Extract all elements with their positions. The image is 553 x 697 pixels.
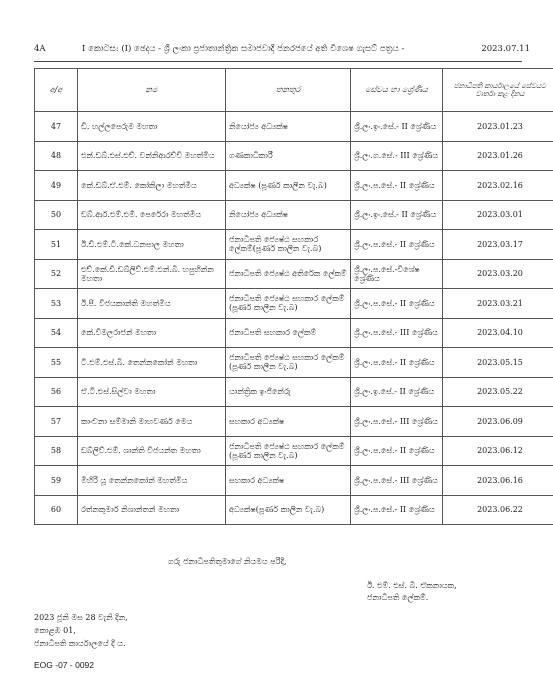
cell-name: එච්.කේ.ඩී.ඩබ්ලිව්.එම්.එන්.බී. හපුහින්න මහතා <box>78 259 226 289</box>
cell-name: ඒ.ටී.එස්.සිල්වා මහතා <box>78 377 226 407</box>
table-row <box>35 377 553 407</box>
cell-position: සහකාර අධ්‍යක්ෂ <box>226 407 351 437</box>
cell-number: 49 <box>35 171 78 201</box>
signature-block <box>367 580 457 603</box>
column-header-service: සේවය හා ශ්‍රේණිය <box>351 69 443 112</box>
column-header-name: නම <box>78 69 226 112</box>
issue-city: කොළඹ 01, <box>34 625 76 635</box>
cell-date: 2023.05.15 <box>443 348 553 378</box>
cell-number: 57 <box>35 407 78 437</box>
cell-name: ටී.එම්.එස්.බී. තෙන්නකෝන් මහතා <box>78 348 226 378</box>
cell-name: කේ.ඩබ්.ඒ.එම්. කෝකිලා මහත්මිය <box>78 171 226 201</box>
cell-number: 51 <box>35 230 78 260</box>
table-row <box>35 466 553 496</box>
gazette-date: 2023.07.11 <box>481 44 530 54</box>
cell-date: 2023.03.01 <box>443 200 553 230</box>
table-header-row <box>35 69 553 112</box>
cell-number: 60 <box>35 495 78 525</box>
command-line: ගරු ජනාධිපතිතුමාගේ නියමය පරිදි, <box>168 557 287 566</box>
cell-service: ශ්‍රී.ලං.ප.සේ.- III ශ්‍රේණිය <box>351 466 443 496</box>
cell-name: ඊ.ඩී.එම්.ටී.කේ.ධනපාල මහතා <box>78 230 226 260</box>
table-row <box>35 436 553 466</box>
table-row <box>35 141 553 171</box>
cell-service: ශ්‍රී.ලං.ඉං.සේ.- II ශ්‍රේණිය <box>351 112 443 142</box>
issue-office: ජනාධිපති කාර්යාලයේ දී ය. <box>34 638 126 648</box>
cell-service: ශ්‍රී.ලං.ප.සේ.- II ශ්‍රේණිය <box>351 171 443 201</box>
cell-date: 2023.02.16 <box>443 171 553 201</box>
cell-name: රත්නකුමාර් නිශාන්තන් මහතා <box>78 495 226 525</box>
cell-number: 56 <box>35 377 78 407</box>
cell-service: ශ්‍රී.ලං.ඉං.සේ.- II ශ්‍රේණිය <box>351 200 443 230</box>
cell-name: ඩබ්ලිව්.එම්. ශාන්ති විජයන්ත මහතා <box>78 436 226 466</box>
cell-number: 55 <box>35 348 78 378</box>
cell-service: ශ්‍රී.ලං.ප.සේ.- II ශ්‍රේණිය <box>351 289 443 319</box>
table-row <box>35 200 553 230</box>
table-row <box>35 259 553 289</box>
cell-service: ශ්‍රී.ලං.ප.සේ.- III ශ්‍රේණිය <box>351 407 443 437</box>
cell-number: 53 <box>35 289 78 319</box>
reference-code: EOG -07 - 0092 <box>34 660 95 670</box>
cell-position: ජනාධිපති සහකාර ලේකම් <box>226 318 351 348</box>
cell-name: එන්.ඩබ්.එස්.එච්. වන්නිආරච්චි මහත්මිය <box>78 141 226 171</box>
cell-number: 52 <box>35 259 78 289</box>
cell-number: 58 <box>35 436 78 466</box>
issue-date: 2023 ජූනි මස 28 වැනි දින, <box>34 613 128 622</box>
cell-date: 2023.06.16 <box>443 466 553 496</box>
cell-date: 2023.06.22 <box>443 495 553 525</box>
cell-position: ජනාධිපති ජ්‍යෙෂ්ඨ අතිරේක ලේකම් <box>226 259 351 289</box>
table-row <box>35 230 553 260</box>
cell-service: ශ්‍රී.ලං.ප.සේ.- II ශ්‍රේණිය <box>351 230 443 260</box>
cell-service: ශ්‍රී.ලං.ප.සේ.- II ශ්‍රේණිය <box>351 348 443 378</box>
cell-position: යාන්ත්‍රික ඉංජිනේරු <box>226 377 351 407</box>
column-header-date: ජනාධිපති කාර්යාලයේ සේවයට වාර්තා කළ දිනය <box>443 69 553 112</box>
cell-number: 50 <box>35 200 78 230</box>
signatory-title: ජනාධිපති ලේකම්. <box>367 592 429 602</box>
cell-service: ශ්‍රී.ලං.ග.සේ.- III ශ්‍රේණිය <box>351 141 443 171</box>
cell-name: කාංචනා සම්මානි මාහවර්ණ මෙය <box>78 407 226 437</box>
cell-date: 2023.03.20 <box>443 259 553 289</box>
cell-date: 2023.03.17 <box>443 230 553 260</box>
place-date-block <box>34 612 128 650</box>
cell-number: 54 <box>35 318 78 348</box>
header-rule <box>34 61 522 62</box>
cell-position: අධ්‍යක්ෂ (පූර්ණ කාලීන වැ.බ) <box>226 171 351 201</box>
gazette-header <box>34 44 533 58</box>
cell-position: ගණකාධිකාරී <box>226 141 351 171</box>
cell-position: නියෝජ්‍ය අධ්‍යක්ෂ <box>226 200 351 230</box>
cell-name: ඩී. හල්ලපෙරුම මහතා <box>78 112 226 142</box>
cell-number: 47 <box>35 112 78 142</box>
cell-service: ශ්‍රී.ලං.ප.සේ.-විශේෂ ශ්‍රේණිය <box>351 259 443 289</box>
table-row <box>35 495 553 525</box>
table-row <box>35 289 553 319</box>
table-body <box>35 112 553 525</box>
cell-date: 2023.01.26 <box>443 141 553 171</box>
table-row <box>35 348 553 378</box>
page-number: 4A <box>34 44 46 54</box>
cell-position: ජනාධිපති ජ්‍යෙෂ්ඨ සහකාර ලේකම් (පූර්ණ කාලීන වැ.බ) <box>226 289 351 319</box>
cell-date: 2023.05.22 <box>443 377 553 407</box>
table-row <box>35 171 553 201</box>
cell-position: ජනාධිපති ජ්‍යෙෂ්ඨ සහකාර ලේකම් (පූර්ණ කාලීන වැ.බ) <box>226 436 351 466</box>
cell-name: මිහිරි යූ තෙන්නකෝන් මහත්මිය <box>78 466 226 496</box>
cell-service: ශ්‍රී.ලං.ප.සේ.- III ශ්‍රේණිය <box>351 318 443 348</box>
cell-date: 2023.06.12 <box>443 436 553 466</box>
cell-service: ශ්‍රී.ලං.ප.සේ.- II ශ්‍රේණිය <box>351 436 443 466</box>
cell-name: කේ.විමලරාජන් මහතා <box>78 318 226 348</box>
cell-date: 2023.01.23 <box>443 112 553 142</box>
cell-service: ශ්‍රී.ලං.ප.සේ.- II ශ්‍රේණිය <box>351 495 443 525</box>
cell-name: ඩබ්.ආර්.එම්.එම්. පෙරේරා මහත්මිය <box>78 200 226 230</box>
cell-number: 59 <box>35 466 78 496</box>
cell-name: ඊ.පී. විජයකාන්ති මහත්මිය <box>78 289 226 319</box>
cell-date: 2023.04.10 <box>443 318 553 348</box>
table-row <box>35 318 553 348</box>
column-header-position: තනතුර <box>226 69 351 112</box>
cell-number: 48 <box>35 141 78 171</box>
cell-position: ජනාධිපති ජ්‍යෙෂ්ඨ සහකාර ලේකම් (පූර්ණ කාලීන වැ.බ) <box>226 348 351 378</box>
gazette-title: I කොටස: (I) ඡෙදය - ශ්‍රී ලංකා ප්‍රජාතාන්ත්‍රික සමාජවාදී ජනරජයේ අති විශෙෂ ගැසට් පත්‍රය - <box>82 44 405 54</box>
cell-position: ජනාධිපති ජ්‍යෙෂ්ඨ සහකාර ලේකම්(පූර්ණ කාලීන වැ.බ) <box>226 230 351 260</box>
appointments-table <box>34 68 553 525</box>
cell-position: සහකාර අධ්‍යක්ෂ <box>226 466 351 496</box>
cell-date: 2023.03.21 <box>443 289 553 319</box>
cell-position: අධ්‍යක්ෂ(පූර්ණ කාලීන වැ.බ) <box>226 495 351 525</box>
table-row <box>35 112 553 142</box>
signatory-name: ඊ. එම්. එස්. බී. ඒකනායක, <box>367 581 457 590</box>
cell-position: නියෝජ්‍ය අධ්‍යක්ෂ <box>226 112 351 142</box>
column-header-number: අ/අ <box>35 69 78 112</box>
table-row <box>35 407 553 437</box>
cell-service: ශ්‍රී.ලං.ඉ.සේ.- II ශ්‍රේණිය <box>351 377 443 407</box>
cell-date: 2023.06.09 <box>443 407 553 437</box>
